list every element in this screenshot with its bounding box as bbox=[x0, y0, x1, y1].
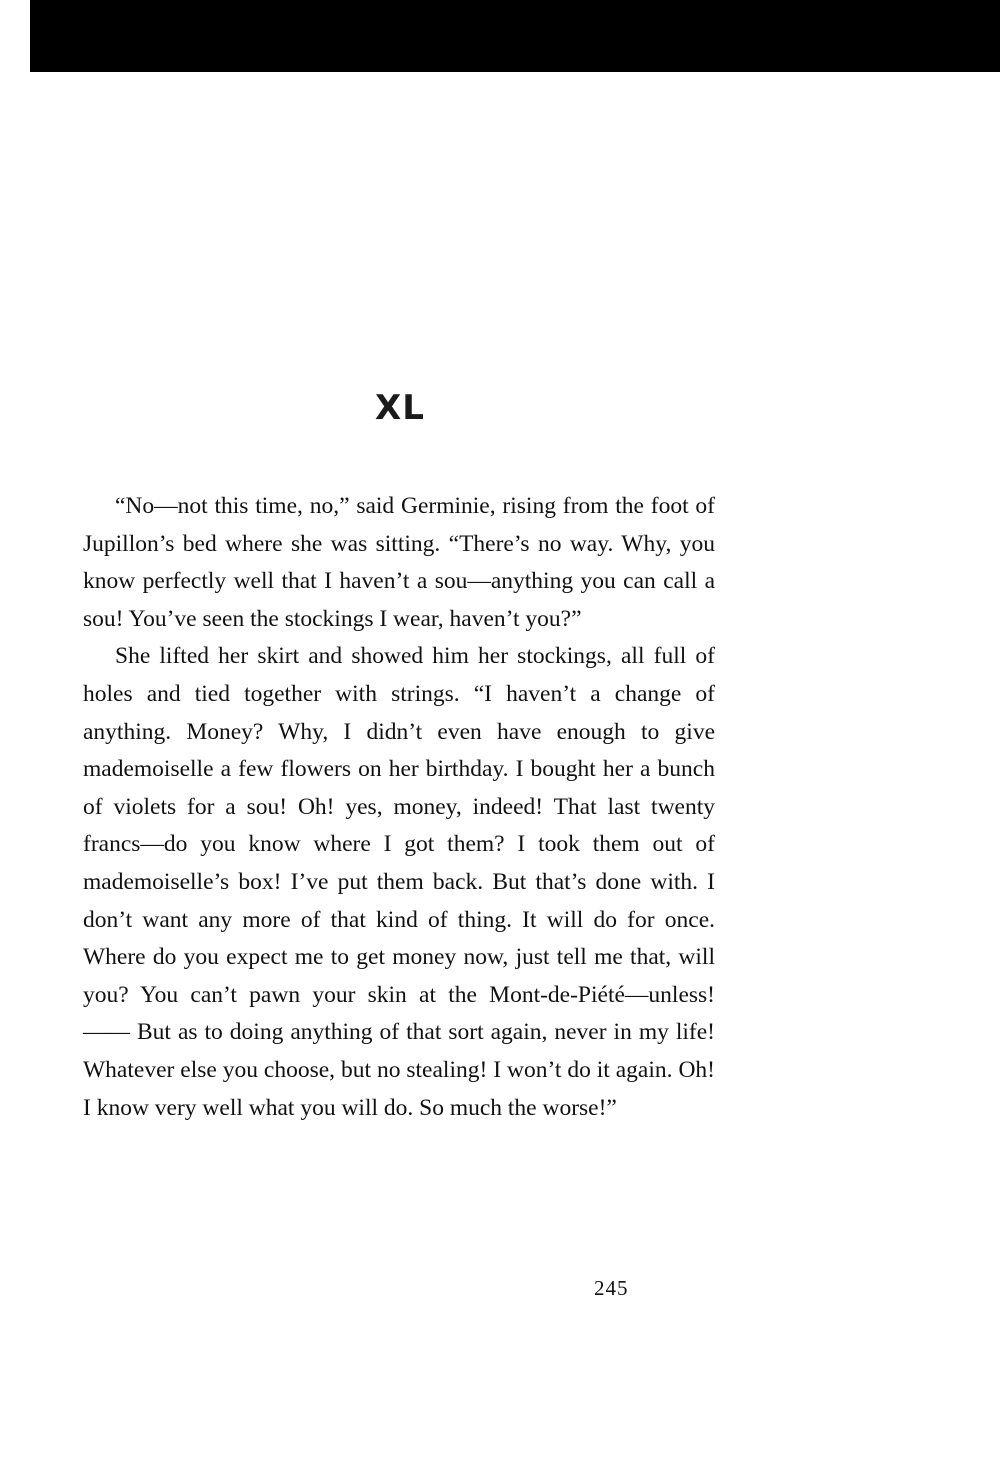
scan-edge-band bbox=[30, 0, 1000, 72]
page-number: 245 bbox=[594, 1276, 629, 1300]
paragraph-1: “No—not this time, no,” said Germinie, rising from the foot of Jupillon’s bed where she was sitting. “There’s no way. Why, you know perfectly well that I haven’t a sou—anything you can call a sou! You’ve seen the stockings I wear, haven’t you?” bbox=[83, 493, 715, 632]
page-body bbox=[83, 488, 715, 1127]
paragraph-2: She lifted her skirt and showed him her stockings, all full of holes and tied together with strings. “I haven’t a change of anything. Money? Why, I didn’t even have enough to give mademoiselle a few flowers on her birthday. I bought her a bunch of violets for a sou! Oh! yes, money, indeed! That last twenty francs—do you know where I got them? I took them out of mademoiselle’s box! I’ve put them back. But that’s done with. I don’t want any more of that kind of thing. It will do for once. Where do you expect me to get money now, just tell me that, will you? You can’t pawn your skin at the Mont-de-Piété—unless! —— But as to doing anything of that sort again, never in my life! Whatever else you choose, but no stealing! I won’t do it again. Oh! I know very well what you will do. So much the worse!” bbox=[83, 643, 715, 1121]
chapter-heading: XL bbox=[375, 388, 425, 428]
